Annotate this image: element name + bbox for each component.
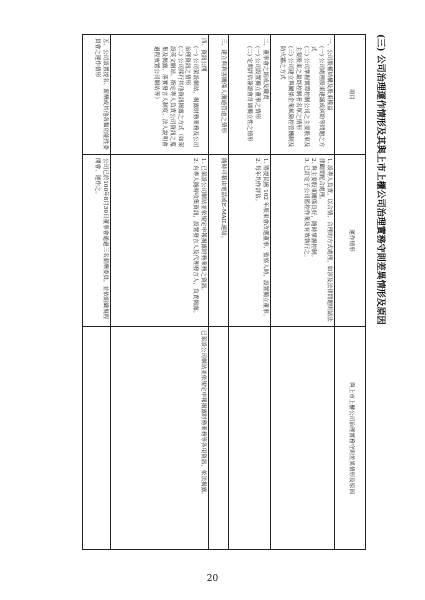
section-heading: (三) 公司治理運作情形及其與上市上櫃公司治理實務守則差異情形及原因 <box>375 34 385 325</box>
page-number: 20 <box>206 574 219 584</box>
governance-table <box>82 34 366 550</box>
rotated-page <box>34 30 390 550</box>
item-cell: 五、公司設置提名、薪酬或其他各類功能性委員會之運作情形 <box>83 35 111 155</box>
header-difference: 與上市上櫃公司治理實務守則差異情形及原因 <box>335 327 366 550</box>
status-cell: 1. 將提民國 102 年股東會改選董事、監察人時，設置獨立董事。 2. 每年均作評估。 <box>229 155 271 327</box>
difference-cell <box>83 327 111 550</box>
difference-cell: 已架設公司網站並依規定申報揭露財務業務等各項資訊，依法揭露。 <box>111 327 209 550</box>
item-cell: 三、建立與利害關係人溝通管道之情形 <box>209 35 229 155</box>
table-row <box>229 35 271 550</box>
difference-cell <box>229 327 271 550</box>
item-cell: 二、董事會之組成及職責 (一) 公司設置獨立董事之情形 (二) 定期評估簽證會計師獨立性之情形 <box>229 35 271 155</box>
difference-cell <box>271 327 335 550</box>
item-cell: 四、資訊公開 (一) 公司架設網站，揭露財務業務及公司治理資訊之情形 (二) 公司採行其他資訊揭露之方式（如架設英文網站、指定專人負責公司資訊之蒐集及揭露、落實發言人制度、法人說明會過程放置公司網站等） <box>111 35 209 155</box>
header-item: 項目 <box>335 35 366 155</box>
table-row <box>83 35 111 550</box>
status-cell: 隨時可藉由電話或E-MAIL連絡。 <box>209 155 229 327</box>
status-cell: 公司已於100年8月30日董事會通過三名薪酬委員，並依組織規程開會、運作之。 <box>83 155 111 327</box>
table-header-row <box>335 35 366 550</box>
table-row <box>209 35 229 550</box>
status-cell: 1. 已架設公司網站並依規定申報揭露財務業務之資訊。 2. 有專人隨時收集資訊，設置發言人及代理發言人，負責揭露。 <box>111 155 209 327</box>
item-cell: 一、公司股權結構及股東權益 (一) 公司處理股東建議或糾紛等問題之方式 (二) 公司掌握實際控制公司之主要股東及主要股東之最終控制者名單之情形 (三) 公司建立與關係企業風險控管機制及防火牆之方式 <box>271 35 335 155</box>
status-cell: 1. 設專人負責，以合情、合理的方式處理，如涉及法律問題則請法律顧問配合處理。 2. 與主要股東關係良好，隨時掌握控制。 3. 已訂定子公司監控作業及有效執行之。 <box>271 155 335 327</box>
table-row <box>271 35 335 550</box>
table-row <box>111 35 209 550</box>
header-status: 運作情形 <box>335 155 366 327</box>
difference-cell <box>209 327 229 550</box>
